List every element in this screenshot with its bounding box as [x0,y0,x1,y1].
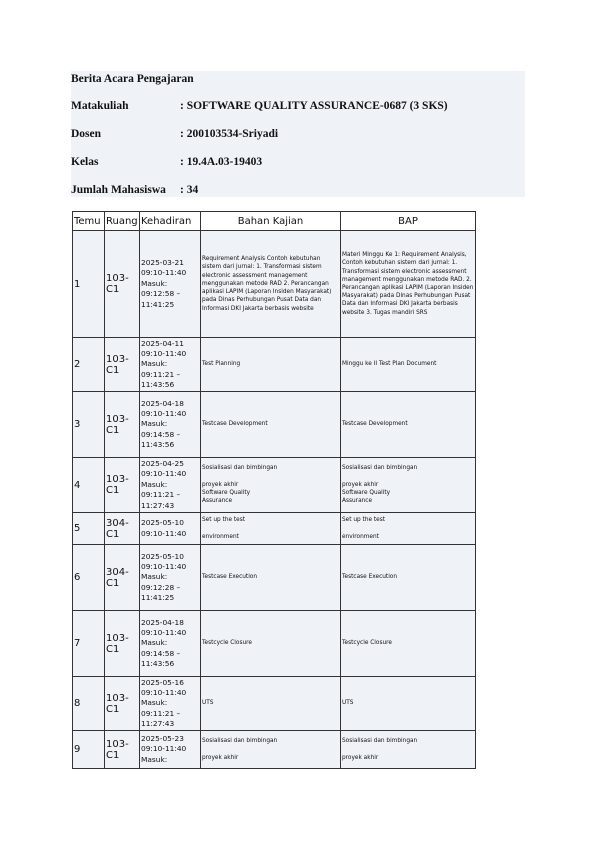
field-label: Dosen [71,128,102,140]
cell-temu: 2 [73,338,105,392]
cell-bap: Set up the test environment [341,513,476,545]
cell-temu: 9 [73,731,105,769]
cell-temu: 4 [73,458,105,513]
bap-table [72,211,476,769]
header-kehadiran: Kehadiran [140,212,201,231]
cell-ruang: 103-C1 [105,338,140,392]
cell-ruang: 103-C1 [105,458,140,513]
cell-bahan-kajian: Testcycle Closure [201,611,341,677]
cell-bahan-kajian: Testcase Development [201,392,341,458]
cell-kehadiran: 2025-05-10 09:10-11:40 [140,513,201,545]
table-row [73,545,476,611]
cell-kehadiran: 2025-04-25 09:10-11:40 Masuk: 09:11:21 – 11:27:43 [140,458,201,513]
cell-kehadiran: 2025-05-16 09:10-11:40 Masuk: 09:11:21 – 11:27:43 [140,677,201,731]
header-bap: BAP [341,212,476,231]
cell-bahan-kajian: Test Planning [201,338,341,392]
cell-temu: 1 [73,231,105,338]
field-value: : 19.4A.03-19403 [180,156,263,168]
cell-ruang: 304-C1 [105,513,140,545]
cell-ruang: 304-C1 [105,545,140,611]
cell-bahan-kajian: Requirement Analysis Contoh kebutuhan sistem dari jurnal: 1. Transformasi sistem electronic assessment management menggunakan metode RAD 2. Perancangan aplikasi LAPIM (Laporan Insiden Masyarakat) pada Dinas Perhubungan Pusat Data dan Informasi DKI Jakarta berbasis website [201,231,341,338]
cell-bap: Sosialisasi dan bimbingan proyek akhir [341,731,476,769]
table-row [73,611,476,677]
header-temu: Temu [73,212,105,231]
table-row [73,338,476,392]
cell-kehadiran: 2025-05-10 09:10-11:40 Masuk: 09:12:28 – 11:41:25 [140,545,201,611]
cell-bap: UTS [341,677,476,731]
cell-bahan-kajian: Testcase Execution [201,545,341,611]
cell-ruang: 103-C1 [105,677,140,731]
table-row [73,513,476,545]
table-row [73,731,476,769]
cell-bahan-kajian: Set up the test environment [201,513,341,545]
cell-kehadiran: 2025-04-18 09:10-11:40 Masuk: 09:14:58 – 11:43:56 [140,611,201,677]
table-row [73,458,476,513]
cell-bahan-kajian: Sosialisasi dan bimbingan proyek akhir [201,731,341,769]
cell-ruang: 103-C1 [105,392,140,458]
cell-kehadiran: 2025-04-11 09:10-11:40 Masuk: 09:11:21 – 11:43:56 [140,338,201,392]
cell-ruang: 103-C1 [105,731,140,769]
table-row [73,231,476,338]
table-row [73,392,476,458]
cell-temu: 8 [73,677,105,731]
field-label: Kelas [71,156,99,168]
cell-kehadiran: 2025-03-21 09:10-11:40 Masuk: 09:12:58 – 11:41:25 [140,231,201,338]
cell-bap: Testcase Execution [341,545,476,611]
field-label: Jumlah Mahasiswa [71,184,166,196]
course-info-panel [71,71,525,197]
cell-bap: Testcase Development [341,392,476,458]
cell-temu: 3 [73,392,105,458]
cell-bap: Minggu ke II Test Plan Document [341,338,476,392]
cell-bap: Testcycle Closure [341,611,476,677]
header-bahan-kajian: Bahan Kajian [201,212,341,231]
field-value: : SOFTWARE QUALITY ASSURANCE-0687 (3 SKS) [180,100,448,112]
field-label: Matakuliah [71,100,129,112]
cell-temu: 6 [73,545,105,611]
cell-bap: Materi Minggu Ke 1: Requirement Analysis, Contoh kebutuhan sistem dari jurnal: 1. Transformasi sistem electronic assessment management menggunakan metode RAD. 2. Perancangan aplikasi LAPIM (Laporan Insiden Masyarakat) pada Dinas Perhubungan Pusat Data dan Informasi DKI Jakarta berbasis website 3. Tugas mandiri SRS [341,231,476,338]
cell-temu: 5 [73,513,105,545]
cell-kehadiran: 2025-04-18 09:10-11:40 Masuk: 09:14:58 – 11:43:56 [140,392,201,458]
table-header-row [73,212,476,231]
cell-ruang: 103-C1 [105,611,140,677]
cell-bap: Sosialisasi dan bimbingan proyek akhir Software Quality Assurance [341,458,476,513]
header-ruang: Ruang [105,212,140,231]
cell-bahan-kajian: Sosialisasi dan bimbingan proyek akhir Software Quality Assurance [201,458,341,513]
cell-kehadiran: 2025-05-23 09:10-11:40 Masuk: [140,731,201,769]
field-value: : 200103534-Sriyadi [180,128,279,140]
cell-bahan-kajian: UTS [201,677,341,731]
table-row [73,677,476,731]
cell-temu: 7 [73,611,105,677]
cell-ruang: 103-C1 [105,231,140,338]
document-title: Berita Acara Pengajaran [71,73,194,85]
field-value: : 34 [180,184,199,196]
